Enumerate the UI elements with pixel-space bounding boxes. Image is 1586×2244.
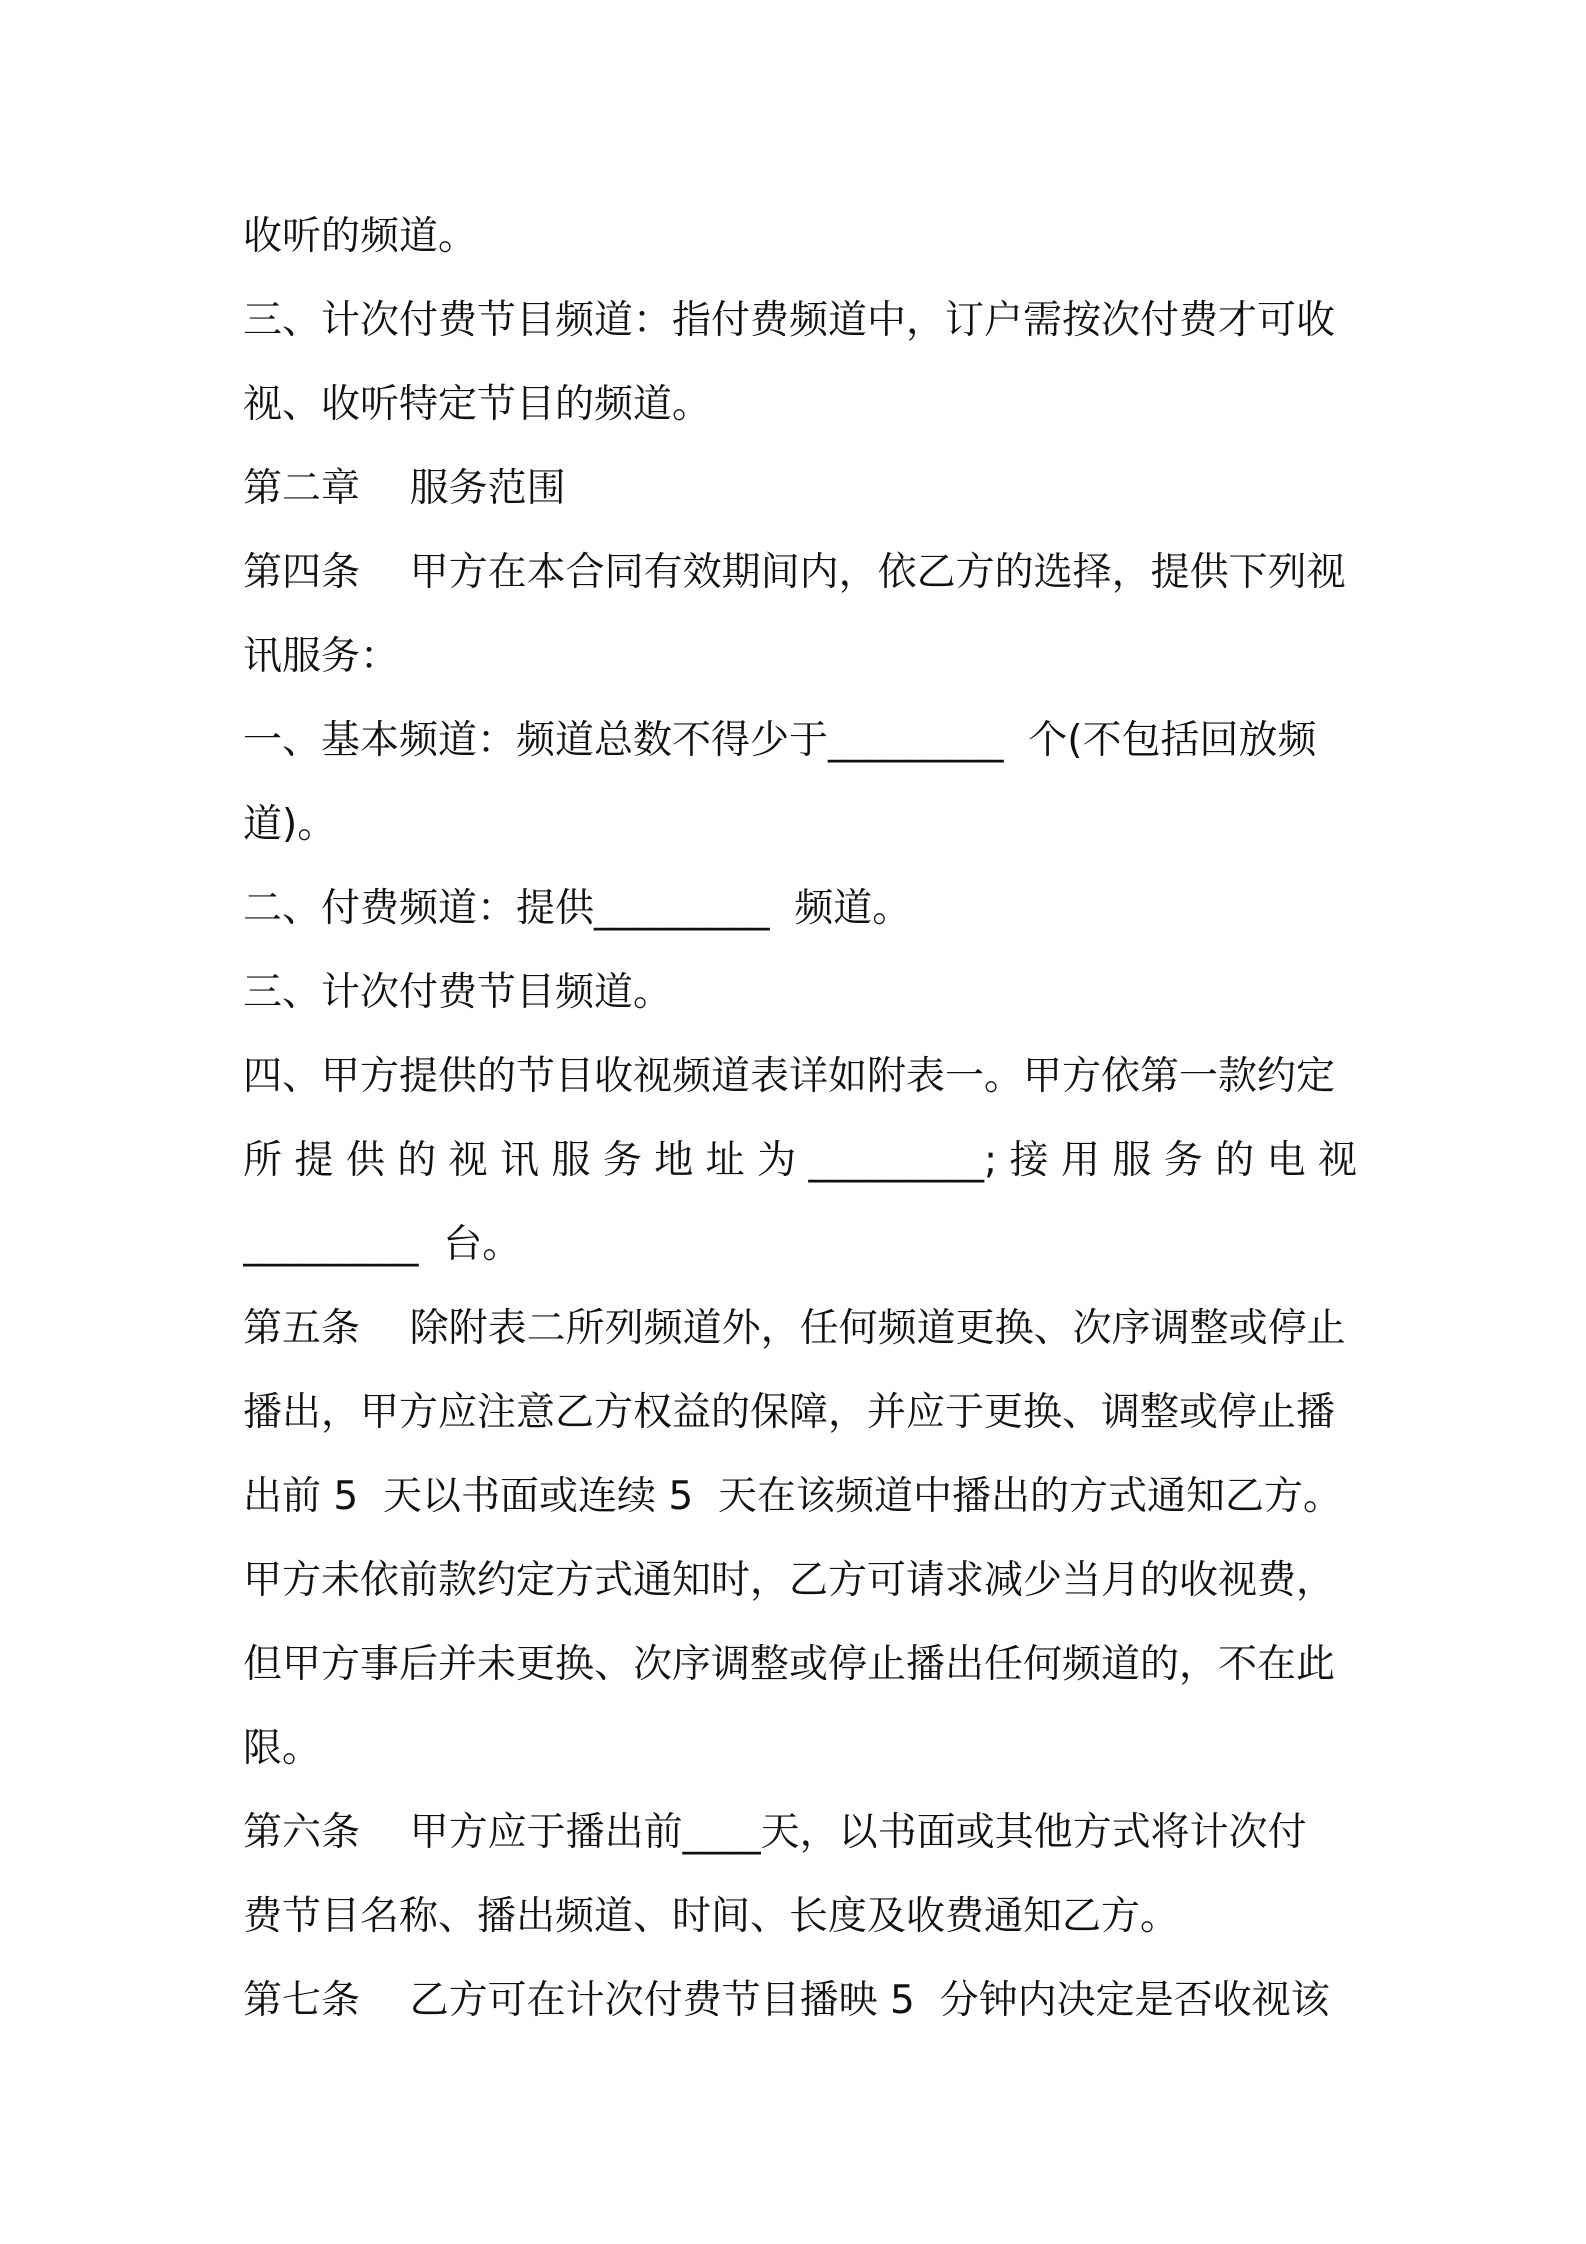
text-line: 四、甲方提供的节目收视频道表详如附表一。甲方依第一款约定 xyxy=(243,1054,1336,1099)
text-line: 但甲方事后并未更换、次序调整或停止播出任何频道的，不在此 xyxy=(243,1642,1336,1687)
text-line: 二、付费频道：提供_________ 频道。 xyxy=(243,886,912,931)
text-line: _________ 台。 xyxy=(243,1222,522,1267)
article-line: 第七条 乙方可在计次付费节目播映 5 分钟内决定是否收视该 xyxy=(243,1978,1330,2023)
article-line: 第六条 甲方应于播出前____天，以书面或其他方式将计次付 xyxy=(243,1810,1307,1855)
article-line: 第五条 除附表二所列频道外，任何频道更换、次序调整或停止 xyxy=(243,1306,1346,1351)
article-line: 第四条 甲方在本合同有效期间内，依乙方的选择，提供下列视 xyxy=(243,550,1346,595)
text-line: 讯服务： xyxy=(243,634,400,679)
document-body xyxy=(243,195,1357,2043)
text-line: 费节目名称、播出频道、时间、长度及收费通知乙方。 xyxy=(243,1894,1180,1939)
text-line: 出前 5 天以书面或连续 5 天在该频道中播出的方式通知乙方。 xyxy=(243,1474,1343,1519)
text-line: 道)。 xyxy=(243,802,337,847)
text-line: 甲方未依前款约定方式通知时，乙方可请求减少当月的收视费， xyxy=(243,1558,1336,1603)
text-line: 播出，甲方应注意乙方权益的保障，并应于更换、调整或停止播 xyxy=(243,1390,1336,1435)
text-line: 收听的频道。 xyxy=(243,214,478,259)
text-line: 一、基本频道：频道总数不得少于_________ 个(不包括回放频 xyxy=(243,718,1317,763)
text-line: 三、计次付费节目频道：指付费频道中，订户需按次付费才可收 xyxy=(243,298,1336,343)
text-line: 限。 xyxy=(243,1726,322,1771)
text-line: 所提供的视讯服务地址为_________;接用服务的电视 xyxy=(243,1138,1357,1183)
text-line: 三、计次付费节目频道。 xyxy=(243,970,673,1015)
text-line: 视、收听特定节目的频道。 xyxy=(243,382,712,427)
chapter-heading: 第二章 服务范围 xyxy=(243,466,566,511)
